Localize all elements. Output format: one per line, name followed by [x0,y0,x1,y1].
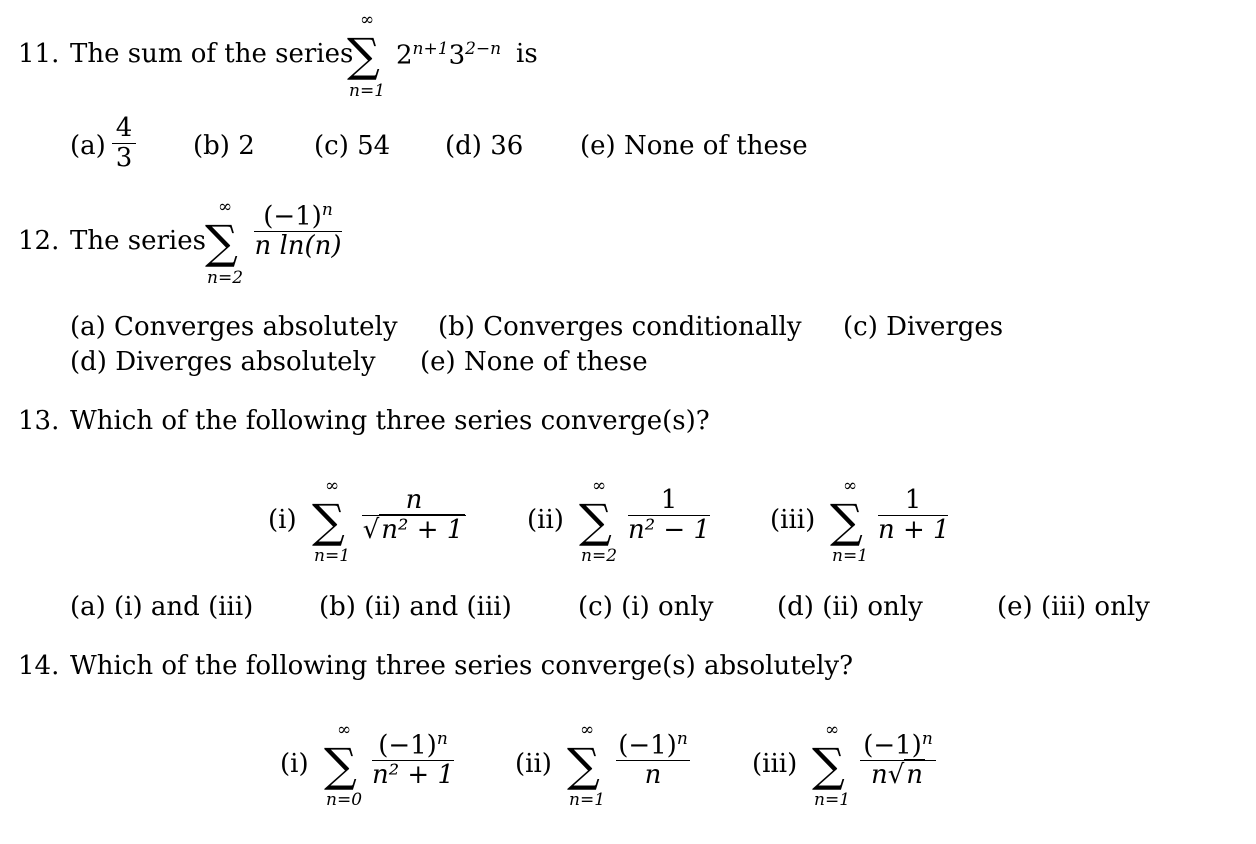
q12-choice-a[interactable]: (a) Converges absolutely [70,312,398,342]
q13-series-ii-sigma: ∑ [579,494,612,548]
q11-choice-a-fraction: 4 3 [112,114,136,172]
q13-series-i-sigma: ∑ [312,494,345,548]
q14-series-ii-sigma: ∑ [567,738,600,792]
q13-choice-d[interactable]: (d) (ii) only [777,592,923,622]
q13-series-iii-upper: ∞ [843,476,858,496]
q12-prefix: The series [70,226,206,256]
q13-text: Which of the following three series converge(s)? [70,406,710,436]
q14-series-iii-fraction: $(-1)^n$ n√n [860,730,936,790]
q13-series-i-upper: ∞ [325,476,340,496]
q11-suffix: is [516,39,538,69]
q11-choice-b[interactable]: (b) 2 [193,131,255,161]
q14-series-iii-label: (iii) [752,749,798,779]
q14-series-i-label: (i) [280,749,309,779]
q11-term: $2^{n+1}3^{2-n}$ [396,39,502,71]
q13-series-ii-upper: ∞ [592,476,607,496]
q13-series-i-label: (i) [268,505,297,535]
q14-text: Which of the following three series converge(s) absolutely? [70,651,854,681]
q14-series-ii-fraction: $(-1)^n$ n [616,730,690,790]
q14-series-i-upper: ∞ [337,720,352,740]
q13-choice-e[interactable]: (e) (iii) only [997,592,1150,622]
q11-sigma: ∑ [347,28,380,82]
q13-series-iii-fraction: 1 n + 1 [878,485,950,545]
q12-choice-b[interactable]: (b) Converges conditionally [438,312,802,342]
q11-sum-upper: ∞ [360,10,375,30]
q13-number: 13. [18,406,60,436]
q13-series-i-fraction: n √n² + 1 [362,486,466,544]
q12-choice-c[interactable]: (c) Diverges [843,312,1004,342]
q13-choice-a[interactable]: (a) (i) and (iii) [70,592,254,622]
q14-number: 14. [18,651,60,681]
q12-fraction: $(-1)^n$ n ln(n) [254,200,342,262]
q11-choice-c[interactable]: (c) 54 [314,131,391,161]
q13-choice-c[interactable]: (c) (i) only [578,592,714,622]
q14-series-i-lower: n=0 [326,790,363,810]
q12-sigma: ∑ [205,215,238,269]
q14-series-i-sigma: ∑ [324,738,357,792]
q13-series-ii-lower: n=2 [581,546,618,566]
q13-series-ii-label: (ii) [527,505,564,535]
q14-series-i-fraction: $(-1)^n$ n² + 1 [372,729,455,791]
q11-prefix: The sum of the series [70,39,354,69]
q13-series-iii-lower: n=1 [832,546,869,566]
q11-number: 11. [18,39,60,69]
q12-choice-d[interactable]: (d) Diverges absolutely [70,347,376,377]
q11-sum-lower: n=1 [349,81,386,101]
q11-choice-d[interactable]: (d) 36 [445,131,524,161]
q13-series-ii-fraction: 1 n² − 1 [628,485,711,545]
q11-choice-a-label[interactable]: (a) [70,131,106,161]
q14-series-ii-upper: ∞ [580,720,595,740]
q13-choice-b[interactable]: (b) (ii) and (iii) [319,592,512,622]
q14-series-iii-lower: n=1 [814,790,851,810]
q14-series-iii-sigma: ∑ [812,738,845,792]
q12-sum-lower: n=2 [207,268,244,288]
q12-sum-upper: ∞ [218,197,233,217]
q13-series-i-lower: n=1 [314,546,351,566]
q14-series-ii-label: (ii) [515,749,552,779]
q13-series-iii-sigma: ∑ [830,494,863,548]
q12-choice-e[interactable]: (e) None of these [420,347,648,377]
q12-number: 12. [18,226,60,256]
q14-series-iii-upper: ∞ [825,720,840,740]
q11-choice-e[interactable]: (e) None of these [580,131,808,161]
q14-series-ii-lower: n=1 [569,790,606,810]
q13-series-iii-label: (iii) [770,505,816,535]
